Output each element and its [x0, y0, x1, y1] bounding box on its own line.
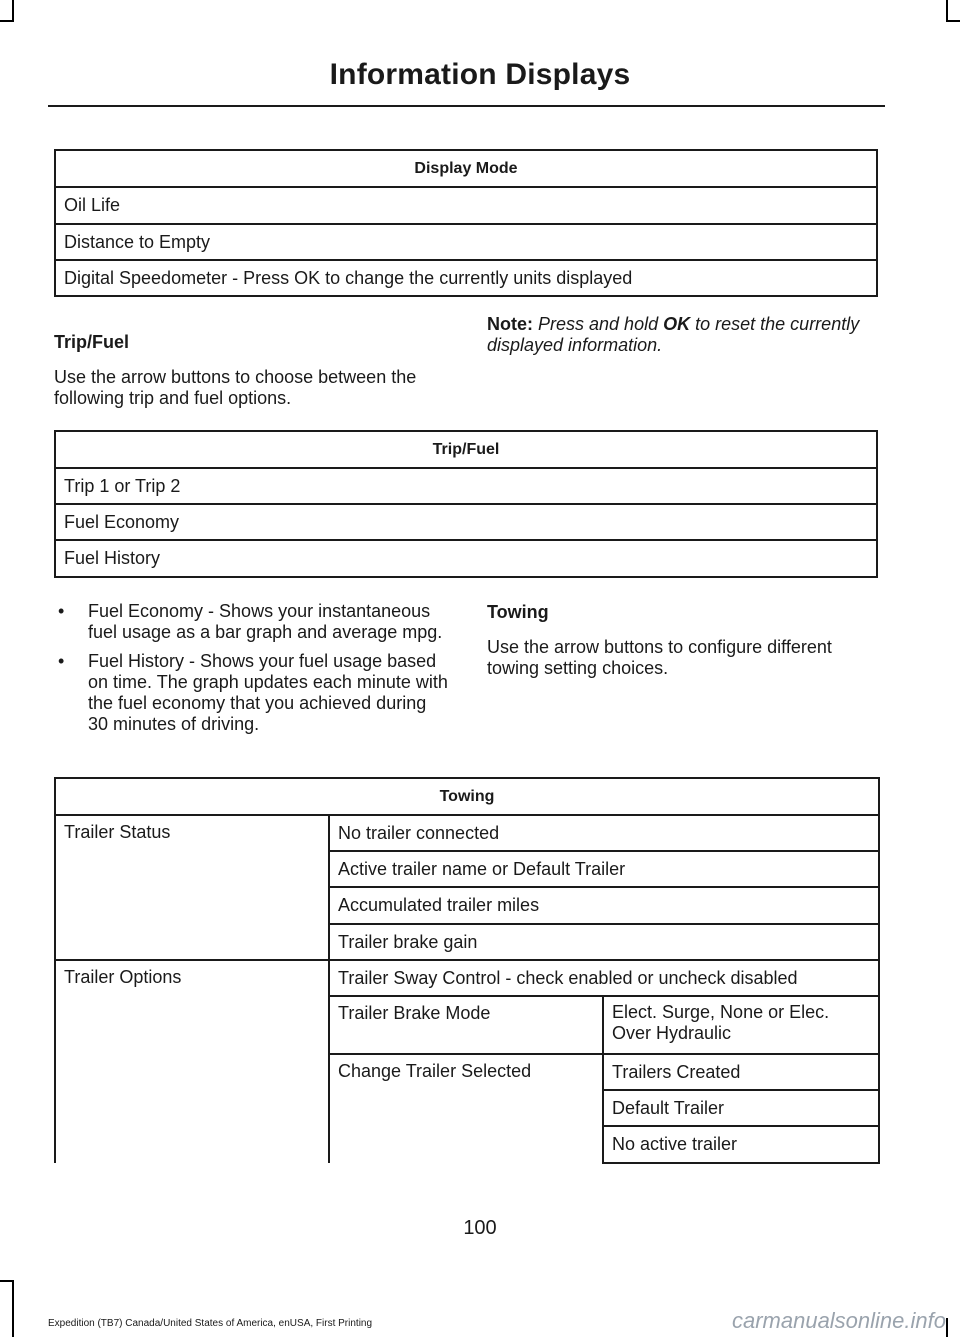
trip-fuel-table: [54, 430, 878, 578]
page-number: 100: [463, 1217, 497, 1239]
bullet-glyph: •: [58, 651, 65, 671]
section-body: Use the arrow buttons to configure different towing setting choices.: [487, 637, 832, 678]
table-cell: No active trailer: [603, 1126, 879, 1163]
trailer-status-label: Trailer Status: [55, 815, 329, 960]
table-row: Oil Life: [55, 187, 877, 224]
bullet-glyph: •: [58, 601, 65, 621]
table-cell: Accumulated trailer miles: [329, 887, 879, 924]
note-text: to reset the currently displayed information.: [487, 314, 860, 355]
page-title: Information Displays: [329, 58, 631, 91]
table-row: Fuel Economy: [55, 504, 877, 540]
list-item-text: Fuel History - Shows your fuel usage based on time. The graph updates each minute with the fuel economy that you achieved during 30 minutes of driving.: [88, 651, 448, 734]
table-header: Towing: [55, 778, 879, 815]
note-label: Note:: [487, 314, 533, 334]
crop-mark: [0, 20, 14, 22]
note: [487, 314, 867, 356]
list-item: [54, 601, 448, 643]
table-cell: Trailer Brake Mode: [329, 996, 603, 1054]
table-header: Trip/Fuel: [55, 431, 877, 468]
crop-mark: [12, 0, 14, 22]
list-item: [54, 651, 448, 735]
note-ok: OK: [663, 314, 691, 334]
bullet-list: [54, 601, 448, 743]
table-cell: Default Trailer: [603, 1090, 879, 1126]
table-row: Fuel History: [55, 540, 877, 577]
table-row: Distance to Empty: [55, 224, 877, 260]
footer-text: Expedition (TB7) Canada/United States of America, enUSA, First Printing: [48, 1318, 373, 1329]
towing-table: [54, 777, 880, 1164]
crop-mark: [946, 0, 948, 22]
table-row: Digital Speedometer - Press OK to change the currently units displayed: [55, 260, 877, 296]
display-mode-table: [54, 149, 878, 297]
section-heading: Trip/Fuel: [54, 332, 130, 352]
crop-mark: [12, 1280, 14, 1337]
section-heading: Towing: [487, 602, 549, 622]
watermark: carmanualsonline.info: [731, 1308, 946, 1333]
trailer-options-label: Trailer Options: [55, 960, 329, 1163]
table-cell: Elect. Surge, None or Elec. Over Hydraulic: [603, 996, 879, 1054]
note-text: Press and hold: [538, 314, 659, 334]
section-body: Use the arrow buttons to choose between the following trip and fuel options.: [54, 367, 417, 408]
table-cell: No trailer connected: [329, 815, 879, 851]
crop-mark: [0, 1280, 14, 1282]
table-cell: Active trailer name or Default Trailer: [329, 851, 879, 887]
crop-mark: [946, 20, 960, 22]
table-cell: Trailer brake gain: [329, 924, 879, 960]
table-row: Trip 1 or Trip 2: [55, 468, 877, 504]
table-cell: Trailer Sway Control - check enabled or uncheck disabled: [329, 960, 879, 996]
crop-mark: [946, 1318, 948, 1337]
table-header: Display Mode: [55, 150, 877, 187]
table-cell: Change Trailer Selected: [329, 1054, 603, 1163]
table-cell: Trailers Created: [603, 1054, 879, 1090]
header-rule: [48, 105, 885, 107]
list-item-text: Fuel Economy - Shows your instantaneous fuel usage as a bar graph and average mpg.: [88, 601, 443, 642]
